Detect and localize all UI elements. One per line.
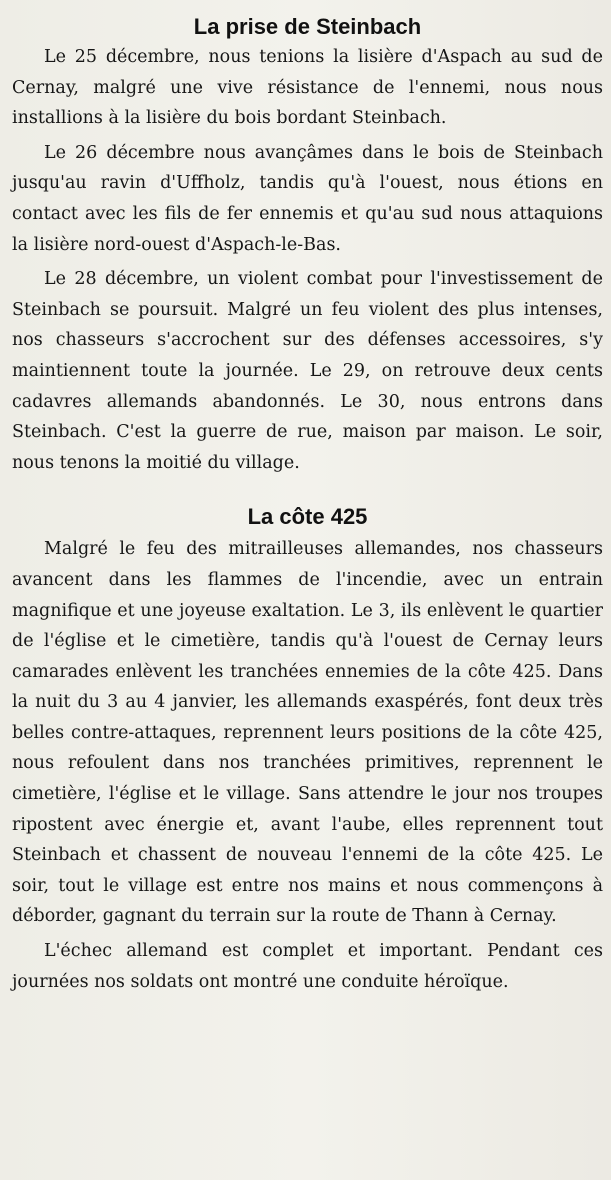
paragraph: L'échec allemand est complet et important. Pendant ces journées nos soldats ont montré une conduite héroïque. (12, 941, 603, 992)
paragraph: Malgré le feu des mitrailleuses allemandes, nos chasseurs avancent dans les flammes de l'incendie, avec un entrain magnifique et une joyeuse exaltation. Le 3, ils enlèvent le quartier de l'église et le cimetière, tandis qu'à l'ouest de Cernay leurs camarades enlèvent les tranchées ennemies de la côte 425. Dans la nuit du 3 au 4 janvier, les allemands exaspérés, font deux très belles contre-attaques, reprennent leurs positions de la côte 425, nous refoulent dans nos tranchées primitives, reprennent le cimetière, l'église et le village. Sans attendre le jour nos troupes ripostent avec énergie et, avant l'aube, elles reprennent tout Steinbach et chassent de nouveau l'ennemi de la côte 425. Le soir, tout le village est entre nos mains et nous commençons à déborder, gagnant du terrain sur la route de Thann à Cernay. (12, 539, 603, 927)
section-title: La prise de Steinbach (193, 14, 422, 39)
section-title: La côte 425 (247, 504, 368, 530)
paragraph: Le 25 décembre, nous tenions la lisière d'Aspach au sud de Cernay, malgré une vive résistance de l'ennemi, nous nous installions à la lisière du bois bordant Steinbach. (12, 47, 603, 129)
paragraph: Le 26 décembre nous avançâmes dans le bois de Steinbach jusqu'au ravin d'Uffholz, tandis qu'à l'ouest, nous étions en contact avec les fils de fer ennemis et qu'au sud nous attaquions la lisière nord-ouest d'Aspach-le-Bas. (12, 142, 603, 255)
paragraph: Le 28 décembre, un violent combat pour l'investissement de Steinbach se poursuit. Malgré un feu violent des plus intenses, nos chasseurs s'accrochent sur des défenses accessoires, s'y maintiennent toute la journée. Le 29, on retrouve deux cents cadavres allemands abandonnés. Le 30, nous entrons dans Steinbach. C'est la guerre de rue, maison par maison. Le soir, nous tenons la moitié du village. (12, 269, 603, 473)
